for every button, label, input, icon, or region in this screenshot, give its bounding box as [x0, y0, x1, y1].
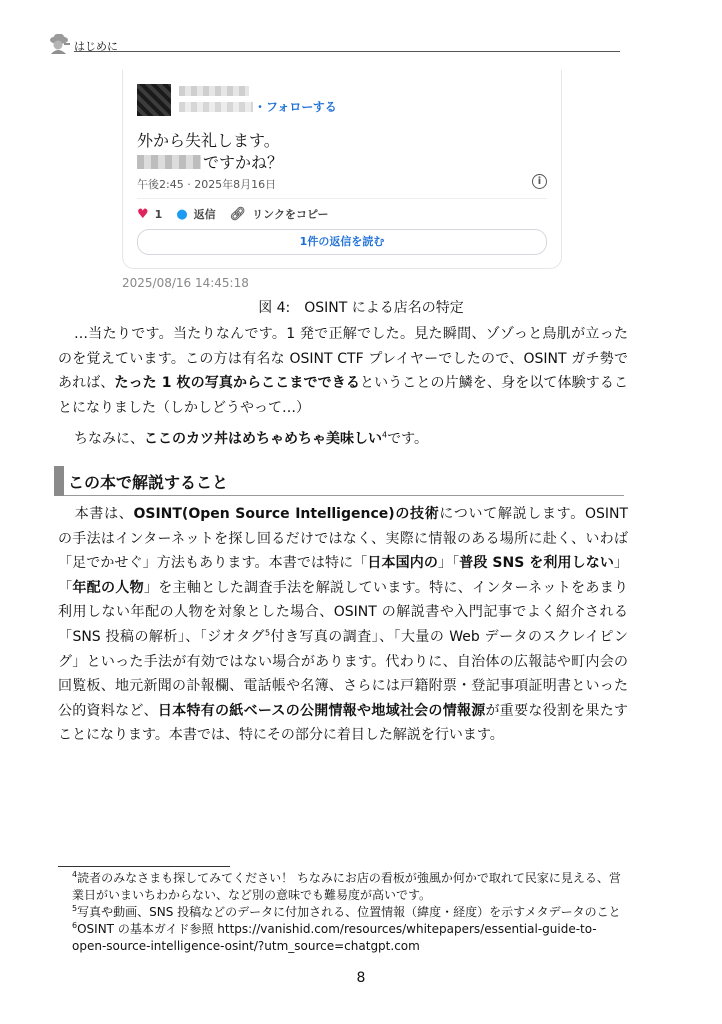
- blurred-store-name: [137, 155, 201, 169]
- follow-link[interactable]: ・フォローする: [254, 100, 337, 114]
- reply-label: 返信: [193, 208, 216, 221]
- body-paragraph-1: …当たりです。当たりなんです。1 発で正解でした。見た瞬間、ゾゾっと鳥肌が立ったのを覚えています。この方は有名な OSINT CTF プレイヤーでしたので、OSINT ガチ勢であれば、たった 1 枚の写真からここまでできるということの片鱗を、身を以て体験することになりました（しかしどうやって…）: [58, 326, 628, 416]
- blurred-username: [179, 86, 249, 96]
- info-icon[interactable]: i: [532, 174, 547, 189]
- footnote-rule: [58, 866, 230, 867]
- section-bar: [54, 466, 64, 496]
- tweet-text-line2: [137, 150, 283, 173]
- body-paragraph-2: ちなみに、ここのカツ丼はめちゃめちゃ美味しい$^4$です。: [74, 430, 428, 447]
- emphasis-text: 普段 SNS を利用しない: [459, 555, 614, 572]
- footnote: $^6$OSINT の基本ガイド参照 https://vanishid.com/resources/whitepapers/essential-guide-to-open-source-intelligence-osint/?utm_source=chatgpt.com: [72, 921, 597, 953]
- like-count: 1: [154, 207, 163, 221]
- section-title: この本で解説すること: [68, 473, 229, 492]
- read-replies-button[interactable]: 1件の返信を読む: [137, 229, 547, 255]
- tweet-text-line1: 外から失礼します。: [137, 131, 280, 150]
- reply-button[interactable]: [176, 206, 215, 222]
- tweet-text-suffix: ですかね？: [203, 153, 284, 172]
- figure-caption: 図 4: OSINT による店名の特定: [258, 300, 464, 316]
- body-paragraph-3: 本書は、OSINT(Open Source Intelligence)の技術について解説します。OSINT の手法はインターネットを探し回るだけではなく、実際に情報のある場所に赴く、いわば「足でかせぐ」方法もあります。本書では特に「日本国内の」「普段 SNS を利用しない」「年配の人物」を主軸とした調査手法を解説しています。特に、インターネットをあまり利用しない年配の人物を対象とした場合、OSINT の解説書や入門記事でよく紹介される「SNS 投稿の解析」、「ジオタグ$^5$付き写真の調査」、「大量の Web データのスクレイピング」といった手法が有効ではない場合があります。代わりに、自治体の広報誌や町内会の回覧板、地元新聞の訃報欄、電話帳や名簿、さらには戸籍附票・登記事項証明書といった公的資料など、日本特有の紙ベースの公開情報や地域社会の情報源が重要な役割を果たすことになります。本書では、特にその部分に着目した解説を行います。: [58, 506, 629, 744]
- footnote-ref: 5: [264, 628, 271, 638]
- footnote: $^4$読者のみなさまも探してみてください！ ちなみにお店の看板が強風か何かで取れて民家に見える、営業日がいまいちわからない、など別の意味でも難易度が高いです。: [72, 870, 621, 902]
- screenshot-timestamp: 2025/08/16 14:45:18: [122, 276, 249, 290]
- emphasis-text: 年配の人物: [72, 579, 144, 596]
- emphasis-text: たった 1 枚の写真からここまでできる: [114, 375, 360, 392]
- tweet-actions: [137, 206, 343, 222]
- footnote: $^5$写真や動画、SNS 投稿などのデータに付加される、位置情報（緯度・経度）を示すメタデータのこと: [72, 904, 621, 919]
- emphasis-text: 日本国内の: [367, 555, 438, 572]
- emphasis-text: 日本特有の紙ベースの公開情報や地域社会の情報源: [157, 702, 486, 719]
- emphasis-text: OSINT(Open Source Intelligence)の技術: [133, 506, 440, 522]
- header-rule: [74, 51, 620, 52]
- avatar: [137, 84, 171, 116]
- link-icon: 🔗︎: [229, 206, 247, 222]
- reply-bubble-icon: ●: [176, 206, 188, 222]
- heart-icon: ♥: [137, 206, 149, 222]
- section-underline: [64, 495, 624, 496]
- copy-link-label: リンクをコピー: [252, 208, 329, 221]
- like-button[interactable]: [137, 207, 162, 222]
- footnote-ref: 4: [382, 430, 388, 440]
- tweet-screenshot: [122, 70, 562, 269]
- section-heading: [54, 466, 624, 496]
- emphasis-text: ここのカツ丼はめちゃめちゃ美味しい: [144, 431, 382, 447]
- tweet-divider: [137, 198, 547, 199]
- copy-link-button[interactable]: [230, 206, 329, 222]
- tweet-time: 午後2:45 · 2025年8月16日: [137, 178, 277, 191]
- detective-icon: [46, 32, 72, 54]
- footnotes: [58, 870, 630, 955]
- blurred-handle: [179, 102, 253, 112]
- page-number: 8: [356, 970, 366, 986]
- header-label: はじめに: [74, 40, 118, 53]
